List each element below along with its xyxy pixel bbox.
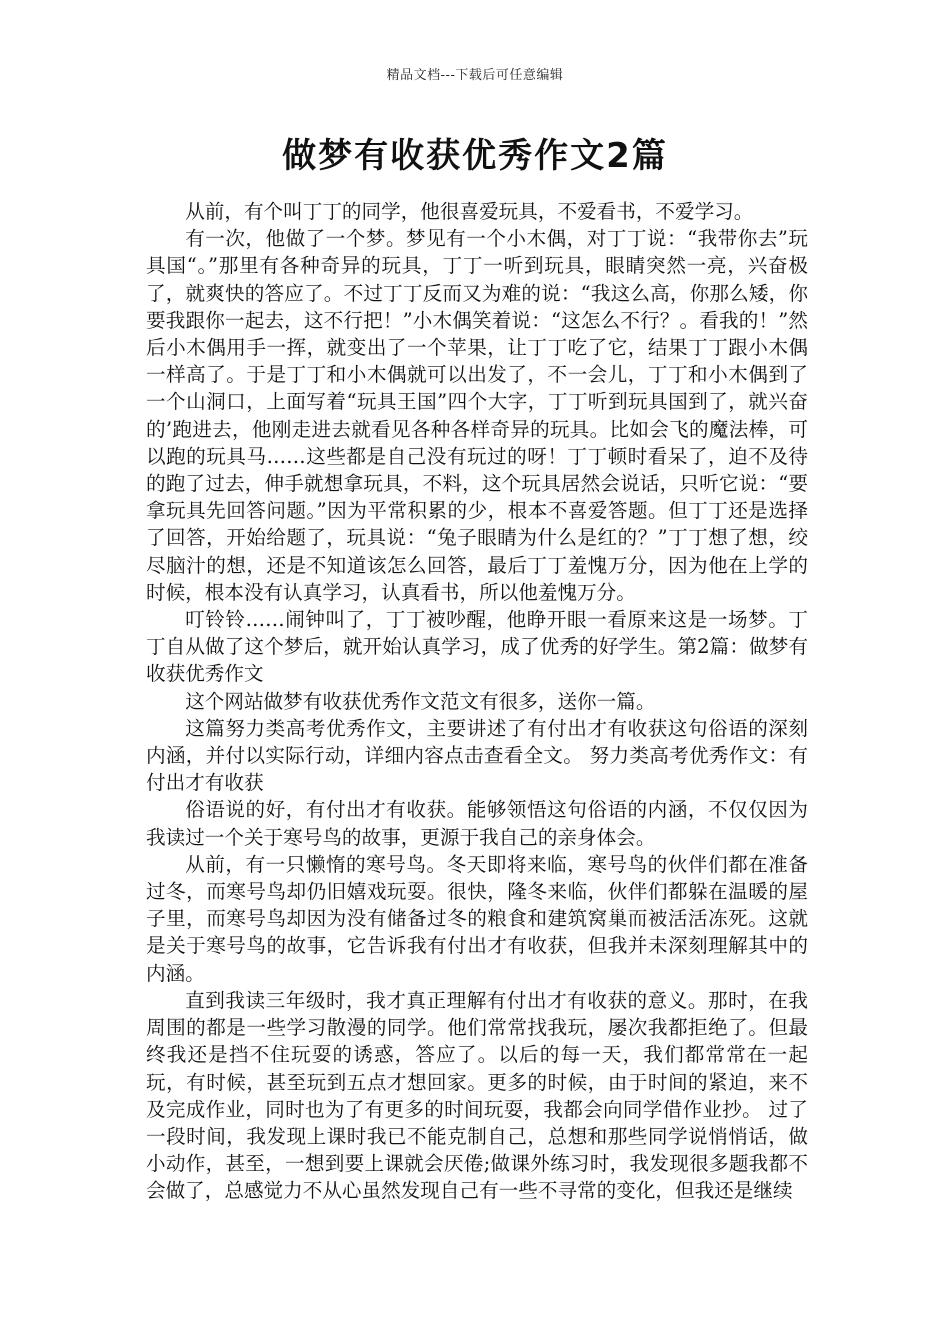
paragraph-3: 叮铃铃……闹钟叫了，丁丁被吵醒，他睁开眼一看原来这是一场梦。丁丁自从做了这个梦后，就开始认真学习，成了优秀的好学生。第2篇：做梦有收获优秀作文 xyxy=(146,608,808,686)
paragraph-8: 直到我读三年级时，我才真正理解有付出才有收获的意义。那时，在我周围的都是一些学习散漫的同学。他们常常找我玩，屡次我都拒绝了。但最终我还是挡不住玩耍的诱惑，答应了。以后的每一天，我们都常常在一起玩，有时候，甚至玩到五点才想回家。更多的时候，由于时间的紧迫，来不及完成作业，同时也为了有更多的时间玩耍，我都会向同学借作业抄。 过了一段时间，我发现上课时我已不能克制自己，总想和那些同学说悄悄话，做小动作，甚至，一想到要上课就会厌倦;做课外练习时，我发现很多题我都不会做了，总感觉力不从心虽然发现自己有一些不寻常的变化，但我还是继续 xyxy=(146,988,808,1203)
paragraph-5: 这篇努力类高考优秀作文，主要讲述了有付出才有收获这句俗语的深刻内涵，并付以实际行动，详细内容点击查看全文。 努力类高考优秀作文：有付出才有收获 xyxy=(146,716,808,795)
document-body xyxy=(146,198,808,1205)
paragraph-1: 从前，有个叫丁丁的同学，他很喜爱玩具，不爱看书，不爱学习。 xyxy=(185,200,754,223)
paragraph-2: 有一次，他做了一个梦。梦见有一个小木偶，对丁丁说：“我带你去”玩具国“。”那里有各种奇异的玩具，丁丁一听到玩具，眼睛突然一亮，兴奋极了，就爽快的答应了。不过丁丁反而又为难的说：“我这么高，你那么矮，你要我跟你一起去，这不行把！”小木偶笑着说：“这怎么不行？。看我的！”然后小木偶用手一挥，就变出了一个苹果，让丁丁吃了它，结果丁丁跟小木偶一样高了。于是丁丁和小木偶就可以出发了，不一会儿，丁丁和小木偶到了一个山洞口，上面写着“玩具王国”四个大字，丁丁听到玩具国到了，就兴奋的’跑进去，他刚走进去就看见各种各样奇异的玩具。比如会飞的魔法棒，可以跑的玩具马……这些都是自己没有玩过的呀！丁丁顿时看呆了，迫不及待的跑了过去，伸手就想拿玩具，不料，这个玩具居然会说话，只听它说：“要拿玩具先回答问题。”因为平常积累的少，根本不喜爱答题。但丁丁还是选择了回答，开始给题了，玩具说：“兔子眼睛为什么是红的？”丁丁想了想，绞尽脑汁的想，还是不知道该怎么回答，最后丁丁羞愧万分，因为他在上学的时候，根本没有认真学习，认真看书，所以他羞愧万分。 xyxy=(146,227,808,604)
document-title: 做梦有收获优秀作文2篇 xyxy=(282,136,668,176)
paragraph-4: 这个网站做梦有收获优秀作文范文有很多，送你一篇。 xyxy=(185,689,656,713)
paragraph-6: 俗语说的好，有付出才有收获。能够领悟这句俗语的内涵，不仅仅因为我读过一个关于寒号鸟的故事，更源于我自己的亲身体会。 xyxy=(146,798,808,849)
paragraph-7: 从前，有一只懒惰的寒号鸟。冬天即将来临，寒号鸟的伙伴们都在准备过冬，而寒号鸟却仍旧嬉戏玩耍。很快，隆冬来临，伙伴们都躲在温暖的屋子里，而寒号鸟却因为没有储备过冬的粮食和建筑窝巢而被活活冻死。这就是关于寒号鸟的故事，它告诉我有付出才有收获，但我并未深刻理解其中的内涵。 xyxy=(146,852,808,985)
header-note: 精品文档---下载后可任意编辑 xyxy=(386,68,564,83)
